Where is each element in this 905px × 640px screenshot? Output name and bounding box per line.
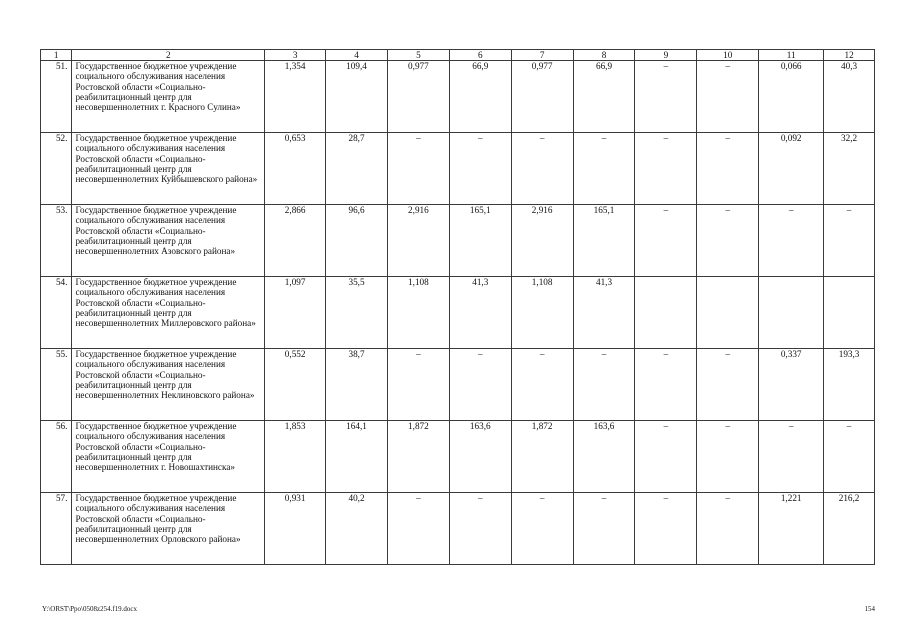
cell-v5: – (387, 493, 449, 565)
cell-v9: – (635, 349, 697, 421)
column-header-10: 10 (697, 50, 759, 61)
institution-name: Государственное бюджетное учреждение социального обслуживания населения Ростовской области «Социально-реабилитационный центр для несовершеннолетних Миллеровского района» (72, 277, 265, 349)
cell-v7: 2,916 (511, 205, 573, 277)
cell-v7: – (511, 493, 573, 565)
cell-v6: – (449, 133, 511, 205)
column-header-12: 12 (824, 50, 875, 61)
cell-v10: – (697, 421, 759, 493)
cell-v11: – (759, 205, 824, 277)
header-row (41, 50, 875, 61)
cell-v10: – (697, 205, 759, 277)
institution-name: Государственное бюджетное учреждение социального обслуживания населения Ростовской области «Социально-реабилитационный центр для несовершеннолетних Неклиновского района» (72, 349, 265, 421)
cell-v6: – (449, 493, 511, 565)
cell-v3: 2,866 (265, 205, 326, 277)
cell-v6: – (449, 349, 511, 421)
cell-v6: 165,1 (449, 205, 511, 277)
footer-page-number: 154 (864, 605, 875, 613)
cell-v4: 96,6 (326, 205, 388, 277)
cell-v6: 163,6 (449, 421, 511, 493)
column-header-5: 5 (387, 50, 449, 61)
cell-v8: – (573, 349, 635, 421)
cell-v10: – (697, 133, 759, 205)
cell-v5: – (387, 349, 449, 421)
cell-v5: 1,872 (387, 421, 449, 493)
cell-v3: 1,354 (265, 61, 326, 133)
cell-v3: 1,853 (265, 421, 326, 493)
cell-v7: 0,977 (511, 61, 573, 133)
row-number: 51. (41, 61, 72, 133)
row-number: 54. (41, 277, 72, 349)
column-header-3: 3 (265, 50, 326, 61)
column-header-6: 6 (449, 50, 511, 61)
cell-v9 (635, 277, 697, 349)
cell-v6: 66,9 (449, 61, 511, 133)
cell-v10: – (697, 493, 759, 565)
cell-v4: 28,7 (326, 133, 388, 205)
cell-v8: 163,6 (573, 421, 635, 493)
cell-v6: 41,3 (449, 277, 511, 349)
institution-name: Государственное бюджетное учреждение социального обслуживания населения Ростовской области «Социально-реабилитационный центр для несовершеннолетних г. Красного Сулина» (72, 61, 265, 133)
cell-v9: – (635, 205, 697, 277)
cell-v12 (824, 277, 875, 349)
cell-v12: 216,2 (824, 493, 875, 565)
cell-v10 (697, 277, 759, 349)
cell-v5: 1,108 (387, 277, 449, 349)
column-header-1: 1 (41, 50, 72, 61)
cell-v9: – (635, 133, 697, 205)
column-header-9: 9 (635, 50, 697, 61)
footer-file-path: Y:\ORST\Ppo\0508z254.f19.docx (42, 605, 138, 613)
cell-v7: – (511, 133, 573, 205)
cell-v3: 0,552 (265, 349, 326, 421)
table-row (41, 349, 875, 421)
table-body (41, 61, 875, 565)
row-number: 53. (41, 205, 72, 277)
cell-v3: 0,653 (265, 133, 326, 205)
cell-v10: – (697, 61, 759, 133)
column-header-11: 11 (759, 50, 824, 61)
cell-v8: – (573, 133, 635, 205)
data-table (40, 49, 875, 565)
cell-v5: 2,916 (387, 205, 449, 277)
cell-v12: 32,2 (824, 133, 875, 205)
institution-name: Государственное бюджетное учреждение социального обслуживания населения Ростовской области «Социально-реабилитационный центр для несовершеннолетних Азовского района» (72, 205, 265, 277)
column-header-8: 8 (573, 50, 635, 61)
column-header-2: 2 (72, 50, 265, 61)
row-number: 57. (41, 493, 72, 565)
cell-v8: – (573, 493, 635, 565)
cell-v7: – (511, 349, 573, 421)
table-row (41, 421, 875, 493)
cell-v5: – (387, 133, 449, 205)
cell-v3: 0,931 (265, 493, 326, 565)
cell-v11: 0,092 (759, 133, 824, 205)
cell-v5: 0,977 (387, 61, 449, 133)
institution-name: Государственное бюджетное учреждение социального обслуживания населения Ростовской области «Социально-реабилитационный центр для несовершеннолетних Куйбышевского района» (72, 133, 265, 205)
cell-v7: 1,108 (511, 277, 573, 349)
table-header (41, 50, 875, 61)
cell-v11: – (759, 421, 824, 493)
row-number: 55. (41, 349, 72, 421)
cell-v8: 66,9 (573, 61, 635, 133)
cell-v4: 35,5 (326, 277, 388, 349)
table-row (41, 493, 875, 565)
cell-v11: 1,221 (759, 493, 824, 565)
cell-v12: – (824, 205, 875, 277)
cell-v10: – (697, 349, 759, 421)
row-number: 52. (41, 133, 72, 205)
table-row (41, 277, 875, 349)
cell-v11: 0,337 (759, 349, 824, 421)
column-header-4: 4 (326, 50, 388, 61)
row-number: 56. (41, 421, 72, 493)
cell-v11 (759, 277, 824, 349)
cell-v8: 165,1 (573, 205, 635, 277)
table-row (41, 205, 875, 277)
cell-v9: – (635, 493, 697, 565)
table-row (41, 133, 875, 205)
cell-v4: 38,7 (326, 349, 388, 421)
cell-v4: 40,2 (326, 493, 388, 565)
cell-v12: 40,3 (824, 61, 875, 133)
column-header-7: 7 (511, 50, 573, 61)
cell-v9: – (635, 421, 697, 493)
cell-v12: 193,3 (824, 349, 875, 421)
cell-v4: 109,4 (326, 61, 388, 133)
cell-v9: – (635, 61, 697, 133)
cell-v3: 1,097 (265, 277, 326, 349)
institution-name: Государственное бюджетное учреждение социального обслуживания населения Ростовской области «Социально-реабилитационный центр для несовершеннолетних Орловского района» (72, 493, 265, 565)
cell-v7: 1,872 (511, 421, 573, 493)
institution-name: Государственное бюджетное учреждение социального обслуживания населения Ростовской области «Социально-реабилитационный центр для несовершеннолетних г. Новошахтинска» (72, 421, 265, 493)
cell-v12: – (824, 421, 875, 493)
cell-v4: 164,1 (326, 421, 388, 493)
cell-v11: 0,066 (759, 61, 824, 133)
cell-v8: 41,3 (573, 277, 635, 349)
table-row (41, 61, 875, 133)
